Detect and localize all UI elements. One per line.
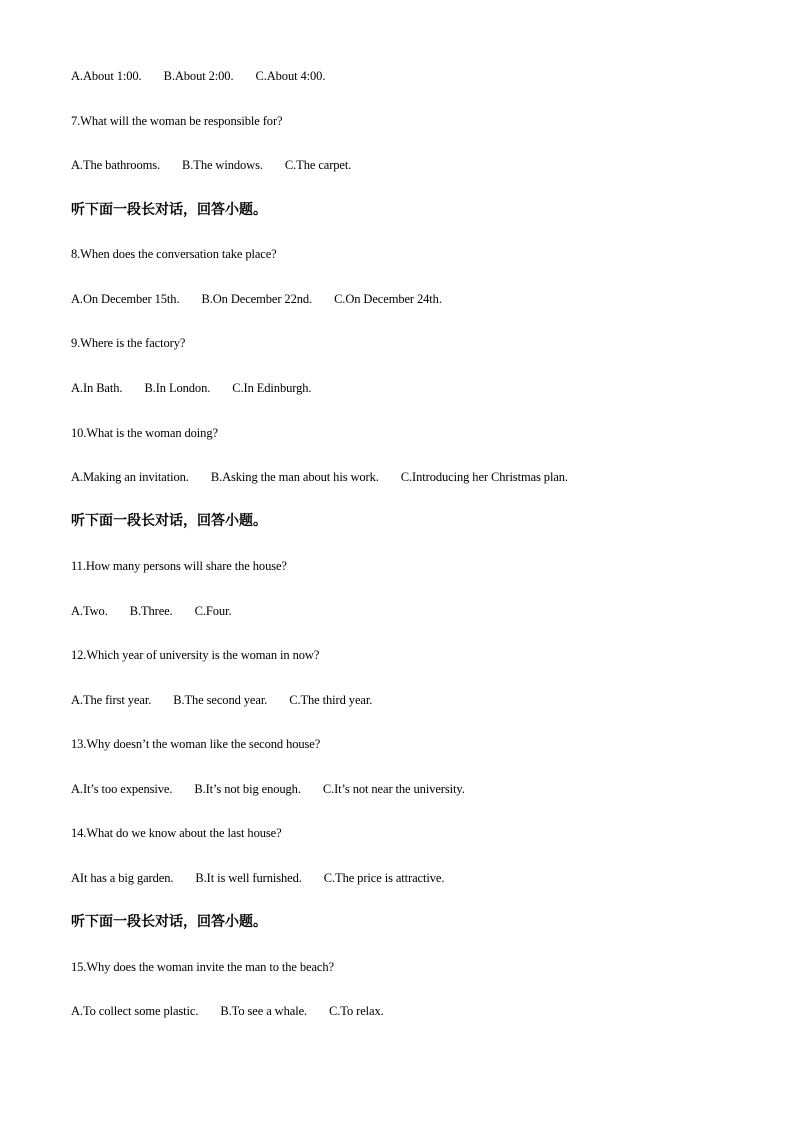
option-b: B.It is well furnished. [195,871,302,885]
question-12: 12.Which year of university is the woman in now? [71,648,320,662]
question-10: 10.What is the woman doing? [71,426,218,440]
option-c: C.It’s not near the university. [322,782,465,796]
option-c: C.In Edinburgh. [232,381,312,395]
q15-options [71,1003,384,1019]
q13-options [71,781,465,797]
q8-options [71,291,442,307]
option-c: C.On December 24th. [334,292,442,306]
option-b: B.About 2:00. [163,69,234,83]
q7-options [71,157,351,173]
question-8: 8.When does the conversation take place? [71,247,277,261]
option-b: B.The windows. [182,158,263,172]
option-a: A.Two. [71,604,108,618]
option-b: B.On December 22nd. [201,292,313,306]
question-11: 11.How many persons will share the house? [71,559,287,573]
option-b: B.The second year. [173,693,268,707]
q6-options [71,68,325,84]
option-a: A.Making an invitation. [71,470,189,484]
question-13: 13.Why doesn’t the woman like the second house? [71,737,321,751]
option-a: A.In Bath. [71,381,123,395]
option-c: C.Four. [194,604,232,618]
option-c: C.Introducing her Christmas plan. [400,470,568,484]
option-c: C.The price is attractive. [323,871,445,885]
q14-options [71,870,444,886]
q11-options [71,603,231,619]
option-b: B.Three. [129,604,173,618]
option-a: A.On December 15th. [71,292,180,306]
option-a: A.The bathrooms. [71,158,161,172]
q9-options [71,380,311,396]
option-c: C.The third year. [289,693,373,707]
option-b: B.To see a whale. [220,1004,308,1018]
option-a: A.The first year. [71,693,152,707]
question-14: 14.What do we know about the last house? [71,826,282,840]
question-7: 7.What will the woman be responsible for? [71,114,283,128]
option-b: B.It’s not big enough. [194,782,301,796]
option-b: B.In London. [144,381,211,395]
option-c: C.To relax. [329,1004,384,1018]
q12-options [71,692,372,708]
question-9: 9.Where is the factory? [71,336,186,350]
option-b: B.Asking the man about his work. [210,470,379,484]
section-heading: 听下面一段长对话，回答小题。 [71,914,267,930]
option-c: C.The carpet. [284,158,352,172]
q10-options [71,469,568,485]
section-heading: 听下面一段长对话，回答小题。 [71,513,267,529]
option-c: C.About 4:00. [255,69,326,83]
option-a: A.It’s too expensive. [71,782,173,796]
question-15: 15.Why does the woman invite the man to the beach? [71,960,334,974]
section-heading: 听下面一段长对话，回答小题。 [71,202,267,218]
option-a: A.About 1:00. [71,69,142,83]
option-a: AIt has a big garden. [71,871,174,885]
option-a: A.To collect some plastic. [71,1004,199,1018]
